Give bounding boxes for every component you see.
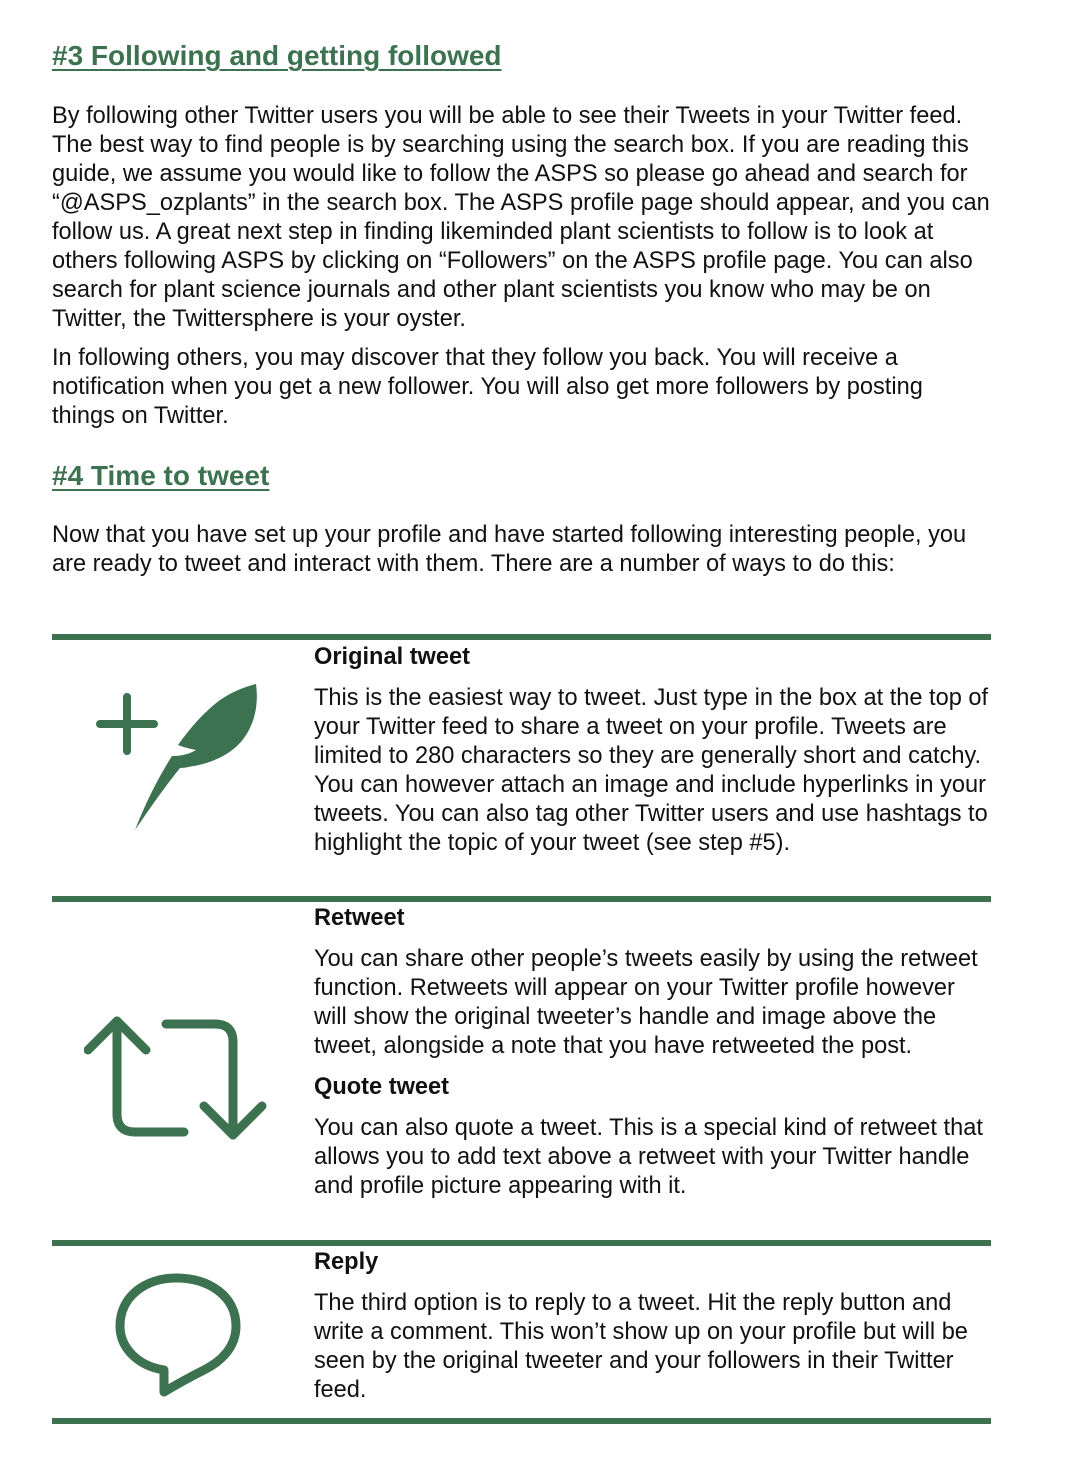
paragraph-tweet-intro: Now that you have set up your profile and have started following interesting people, you are ready to tweet and interact with them. There are a number of ways to do this: [52,522,967,577]
section-heading-following: #3 Following and getting followed [52,40,502,71]
icon-cell [52,640,314,896]
text-cell [314,904,991,1201]
entry-title-original-tweet: Original tweet [314,644,471,670]
table-row-retweet [52,902,991,1240]
paragraph-following-back: In following others, you may discover that they follow you back. You will receive a notification when you get a new follower. You will also get more followers by posting things on Twitter. [52,345,923,429]
entry-title-reply: Reply [314,1249,379,1275]
entry-text-quote-tweet: You can also quote a tweet. This is a special kind of retweet that allows you to add text above a retweet with your Twitter handle and profile picture appearing with it. [314,1115,983,1199]
reply-speech-bubble-icon [114,1272,244,1398]
text-cell [314,643,991,858]
table-rule-bottom [52,1418,991,1424]
table-row-original-tweet [52,640,991,896]
entry-text-original-tweet: This is the easiest way to tweet. Just type in the box at the top of your Twitter feed to share a tweet on your profile. Tweets are limited to 280 characters so they are generally short and catchy. You can however attach an image and include hyperlinks in your tweets. You can also tag other Twitter users and use hashtags to highlight the topic of your tweet (see step #5). [314,685,989,856]
table-row-reply [52,1246,991,1419]
paragraph-following-intro: By following other Twitter users you will be able to see their Tweets in your Twitter feed. The best way to find people is by searching using the search box. If you are reading this guide, we assume you would like to follow the ASPS so please go ahead and search for “@ASPS_ozplants” in the search box. The ASPS profile page should appear, and you can follow us. A great next step in finding likeminded plant scientists to follow is to look at others following ASPS by clicking on “Followers” on the ASPS profile page. You can also search for plant science journals and other plant scientists you know who may be on Twitter, the Twittersphere is your oyster. [52,103,990,332]
section-heading-time-to-tweet: #4 Time to tweet [52,460,270,491]
entry-title-quote-tweet: Quote tweet [314,1074,450,1100]
new-tweet-quill-icon [94,682,264,832]
text-cell [314,1248,991,1405]
entry-text-retweet: You can share other people’s tweets easily by using the retweet function. Retweets will appear on your Twitter profile however will show the original tweeter’s handle and image above the tweet, alongside a note that you have retweeted the post. [314,946,978,1059]
icon-cell [52,902,314,1240]
entry-title-retweet: Retweet [314,905,405,931]
icon-cell [52,1246,314,1419]
retweet-icon [84,1014,270,1144]
entry-text-reply: The third option is to reply to a tweet. Hit the reply button and write a comment. This won’t show up on your profile but will be seen by the original tweeter and your followers in their Twitter feed. [314,1290,968,1403]
